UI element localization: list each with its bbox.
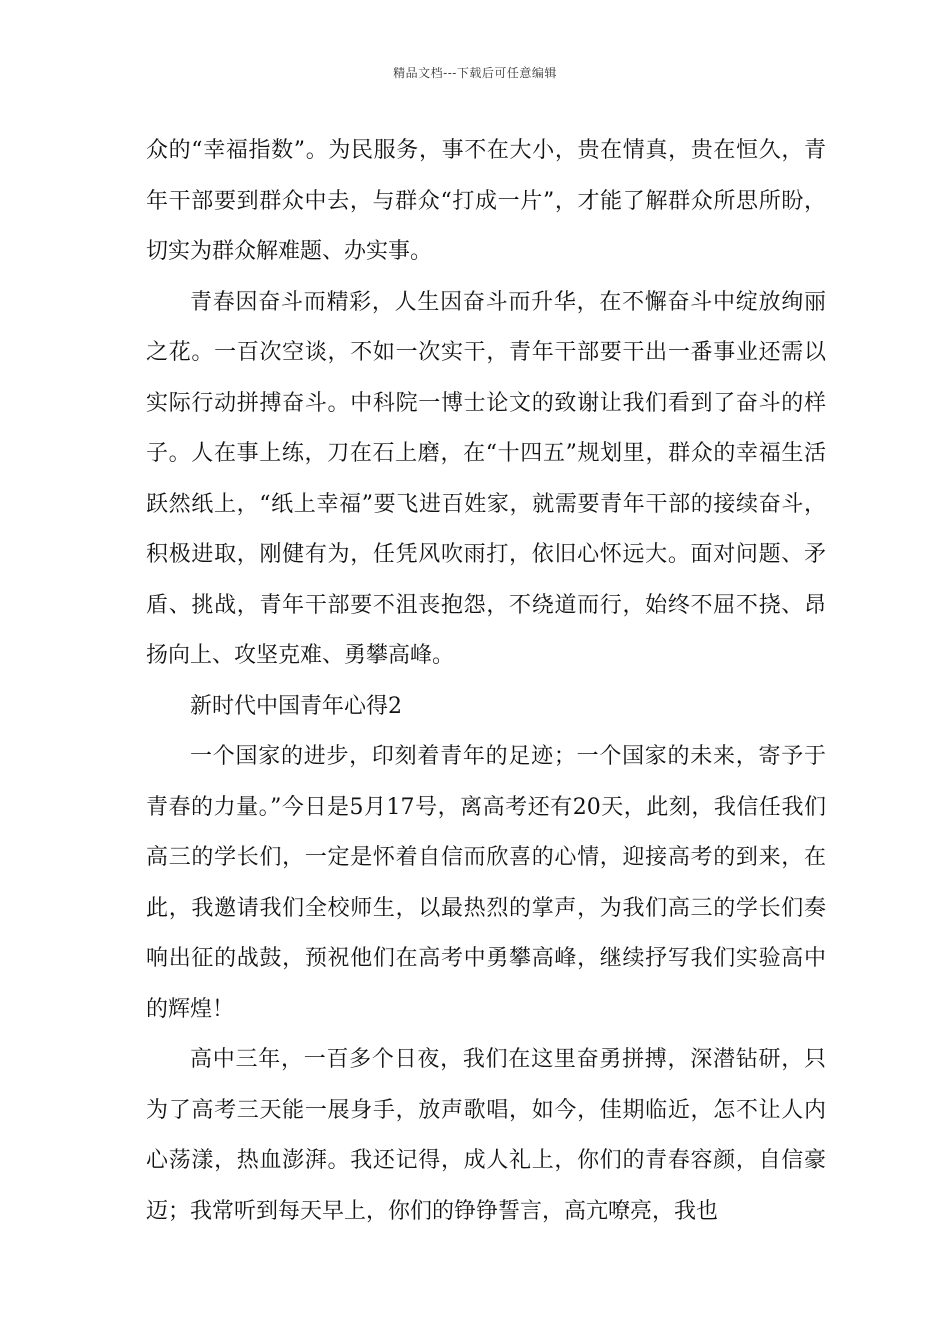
document-body — [146, 126, 826, 1237]
paragraph-4: 高中三年，一百多个日夜，我们在这里奋勇拼搏，深潜钻研，只为了高考三天能一展身手，放声歌唱，如今，佳期临近，怎不让人内心荡漾，热血澎湃。我还记得，成人礼上，你们的青春容颜，自信豪迈；我常听到每天早上，你们的铮铮誓言，高亢嘹亮，我也 — [146, 1047, 826, 1224]
page-header: 精品文档---下载后可任意编辑 — [393, 66, 557, 80]
paragraph-3: 一个国家的进步，印刻着青年的足迹；一个国家的未来，寄予于青春的力量。”今日是5月17号，离高考还有20天，此刻，我信任我们高三的学长们，一定是怀着自信而欣喜的心情，迎接高考的到来，在此，我邀请我们全校师生，以最热烈的掌声，为我们高三的学长们奏响出征的战鼓，预祝他们在高考中勇攀高峰，继续抒写我们实验高中的辉煌！ — [146, 744, 826, 1022]
paragraph-1: 众的“幸福指数”。为民服务，事不在大小，贵在情真，贵在恒久，青年干部要到群众中去，与群众“打成一片”，才能了解群众所思所盼，切实为群众解难题、办实事。 — [146, 138, 826, 264]
section-heading: 新时代中国青年心得2 — [190, 693, 402, 719]
paragraph-2: 青春因奋斗而精彩，人生因奋斗而升华，在不懈奋斗中绽放绚丽之花。一百次空谈，不如一次实干，青年干部要干出一番事业还需以实际行动拼搏奋斗。中科院一博士论文的致谢让我们看到了奋斗的样子。人在事上练，刀在石上磨，在“十四五”规划里，群众的幸福生活跃然纸上，“纸上幸福”要飞进百姓家，就需要青年干部的接续奋斗，积极进取，刚健有为，任凭风吹雨打，依旧心怀远大。面对问题、矛盾、挑战，青年干部要不沮丧抱怨，不绕道而行，始终不屈不挠、昂扬向上、攻坚克难、勇攀高峰。 — [146, 289, 826, 668]
